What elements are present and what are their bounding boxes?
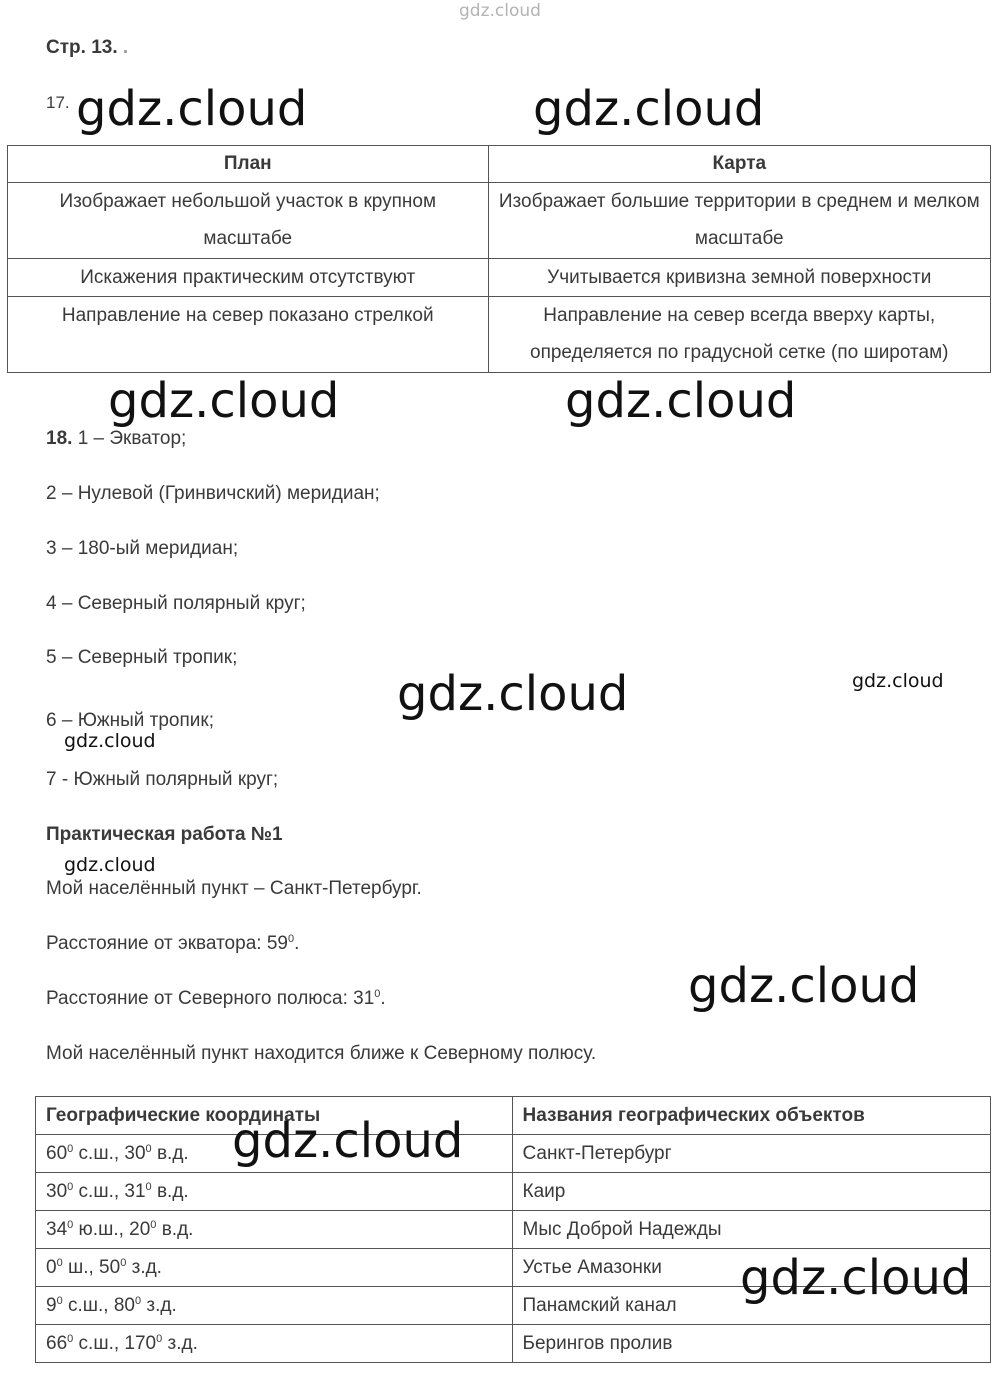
watermark: gdz.cloud [64, 854, 156, 876]
watermark: gdz.cloud [232, 1113, 464, 1169]
page-header [46, 38, 128, 57]
table-cell: Искажения практическим отсутствуют [8, 259, 489, 297]
watermark: gdz.cloud [108, 373, 340, 429]
task-18-item [46, 429, 186, 448]
table-cell: Изображает большие территории в среднем и мелком масштабе [488, 183, 991, 259]
table-row [36, 1135, 991, 1173]
task-18-item: 3 – 180-ый меридиан; [46, 538, 239, 559]
watermark: gdz.cloud [397, 666, 629, 722]
line-end: . [380, 988, 386, 1009]
practical-title: Практическая работа №1 [46, 824, 283, 845]
table-header-row [36, 1097, 991, 1135]
task-18-item: 7 - Южный полярный круг; [46, 769, 279, 790]
watermark: gdz.cloud [533, 81, 765, 137]
table-row [8, 259, 991, 297]
task-18-number: 18. [46, 428, 73, 449]
task-18-item-label: 1 – Экватор; [77, 428, 187, 449]
watermark: gdz.cloud [688, 958, 920, 1014]
coordinate-cell: $9^0$ с.ш., $80^0$ з.д. [36, 1287, 513, 1325]
table-cell: Изображает небольшой участок в крупном масштабе [8, 183, 489, 259]
object-name-cell: Устье Амазонки [512, 1249, 991, 1287]
header-map: Карта [488, 146, 991, 183]
task-18-item: 4 – Северный полярный круг; [46, 593, 306, 614]
table-cell: Направление на север всегда вверху карты, определяется по градусной сетке (по широтам) [488, 297, 991, 373]
table-row [8, 183, 991, 259]
table-row [36, 1211, 991, 1249]
header-plan: План [8, 146, 489, 183]
task-17-number: 17. [46, 93, 70, 112]
line-text: Расстояние от экватора: 59 [46, 933, 288, 954]
table-header-row [8, 146, 991, 183]
object-name-cell: Берингов пролив [512, 1325, 991, 1363]
object-name-cell: Панамский канал [512, 1287, 991, 1325]
top-watermark: gdz.cloud [459, 1, 541, 21]
watermark: gdz.cloud [64, 730, 156, 752]
coordinate-cell: $34^0$ ю.ш., $20^0$ в.д. [36, 1211, 513, 1249]
practical-line-2 [46, 934, 299, 953]
degree-sign: 0 [374, 988, 381, 1000]
coordinates-table [35, 1096, 991, 1363]
watermark: gdz.cloud [852, 670, 944, 692]
degree-sign: 0 [287, 933, 295, 945]
practical-line-3 [46, 989, 386, 1008]
header-coordinates: Географические координаты [36, 1097, 513, 1135]
line-text: Расстояние от Северного полюса: 31 [46, 988, 375, 1009]
coordinate-cell: $66^0$ с.ш., $170^0$ з.д. [36, 1325, 513, 1363]
table-row [36, 1173, 991, 1211]
watermark: gdz.cloud [740, 1250, 972, 1306]
line-end: . [294, 933, 300, 954]
object-name-cell: Мыс Доброй Надежды [512, 1211, 991, 1249]
object-name-cell: Каир [512, 1173, 991, 1211]
task-18-item: 6 – Южный тропик; [46, 710, 214, 731]
coordinate-cell: $60^0$ с.ш., $30^0$ в.д. [36, 1135, 513, 1173]
practical-line-4: Мой населённый пункт находится ближе к Северному полюсу. [46, 1043, 597, 1064]
page-number: Стр. 13. [46, 37, 118, 58]
table-cell: Учитывается кривизна земной поверхности [488, 259, 991, 297]
header-object-names: Названия географических объектов [512, 1097, 991, 1135]
watermark: gdz.cloud [76, 81, 308, 137]
header-mark: . [122, 37, 129, 58]
watermark: gdz.cloud [565, 373, 797, 429]
object-name-cell: Санкт-Петербург [512, 1135, 991, 1173]
coordinate-cell: $0^0$ ш., $50^0$ з.д. [36, 1249, 513, 1287]
table-row [8, 297, 991, 373]
table-row [36, 1325, 991, 1363]
plan-map-table [7, 145, 991, 373]
task-18-item: 2 – Нулевой (Гринвичский) меридиан; [46, 483, 380, 504]
table-cell: Направление на север показано стрелкой [8, 297, 489, 373]
task-18-item: 5 – Северный тропик; [46, 647, 238, 668]
coordinate-cell: $30^0$ с.ш., $31^0$ в.д. [36, 1173, 513, 1211]
practical-line-1: Мой населённый пункт – Санкт-Петербург. [46, 878, 422, 899]
